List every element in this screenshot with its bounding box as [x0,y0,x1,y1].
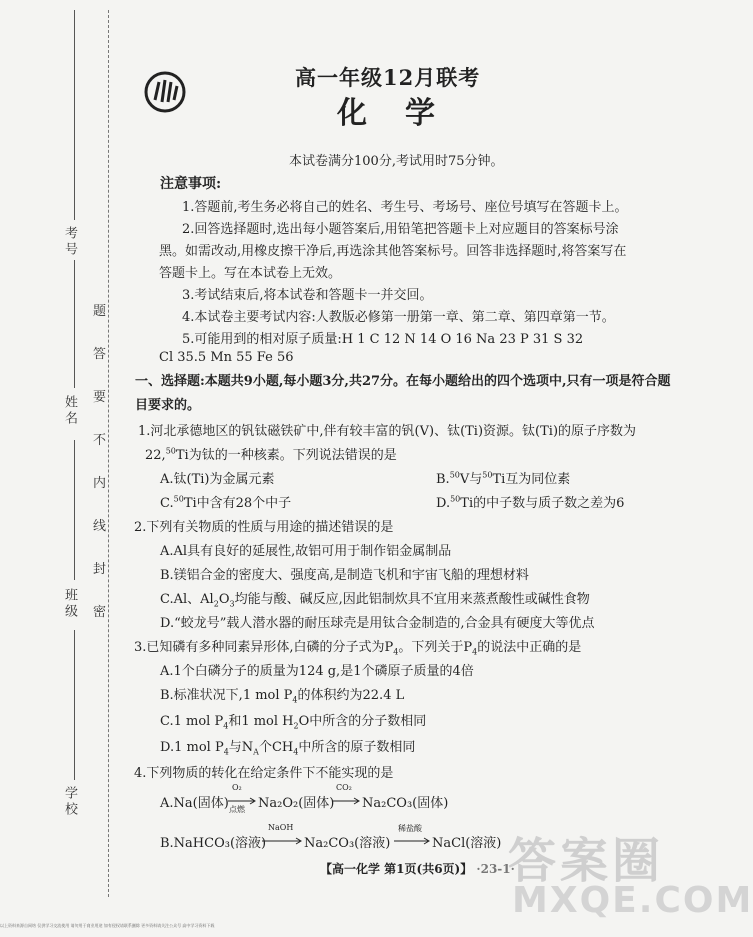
q4-a-arrow2-top: CO₂ [336,783,352,792]
q4-b-arrow1-top: NaOH [268,823,294,832]
notice-heading: 注意事项: [160,176,222,192]
notice-item-3: 3.考试结束后,将本试卷和答题卡一并交回。 [182,288,433,303]
page-footer: 【高一化学 第1页(共6页)】 ·23-1· [320,862,515,876]
subject-title: 化学 [337,96,473,131]
notice-item-5: 5.可能用到的相对原子质量:H 1 C 12 N 14 O 16 Na 23 P 31 S 32 [182,332,584,347]
exam-info: 本试卷满分100分,考试用时75分钟。 [289,154,504,169]
q4-a-mid: Na₂O₂(固体) [258,796,335,811]
watermark-url: MXQE.COM [512,880,753,921]
q4-option-a-start: A.Na(固体) [160,796,229,811]
class-line [74,440,75,580]
q4-a-arrow1-bottom: 点燃 [229,805,245,814]
notice-item-4: 4.本试卷主要考试内容:人教版必修第一册第一章、第二章、第四章第一节。 [182,310,615,325]
q4-a-arrow1-top: O₂ [232,783,242,792]
seal-char: 线 [93,519,107,534]
section-heading: 一、选择题:本题共9小题,每小题3分,共27分。在每小题给出的四个选项中,只有一项是符合题目要求的。 [135,374,671,413]
seal-char: 封 [93,562,107,577]
q4-b-arrow2-top: 稀盐酸 [398,824,422,833]
seal-char: 答 [93,347,107,362]
q4-b-mid: Na₂CO₃(溶液) [304,836,391,851]
q4-b-arrow1 [262,837,302,845]
seal-char: 要 [93,390,107,405]
exam-title: 高一年级12月联考 [295,65,481,90]
binding-dashed-line [108,10,109,897]
q2-option-d: D.“蛟龙号”载人潜水器的耐压球壳是用钛合金制造的,合金具有硬度大等优点 [160,616,595,631]
q4-b-arrow2 [394,837,430,845]
q1-stem-cont: 22,50Ti为钛的一种核素。下列说法错误的是 [145,446,397,463]
q3-stem: 3.已知磷有多种同素异形体,白磷的分子式为$P_4$。下列关于$P_4$的说法中正确的是 [134,640,582,657]
notice-item-2: 2.回答选择题时,选出每小题答案后,用铅笔把答题卡上对应题目的答案标号涂 [182,222,619,237]
q4-option-b-start: B.NaHCO₃(溶液) [160,836,267,851]
class-label: 班级 [62,588,77,620]
exam-number-line [74,10,75,220]
name-label: 姓名 [62,395,77,427]
q1-option-b: B.$^{50}$V与$^{50}$Ti互为同位素 [436,470,571,487]
q2-option-b: B.镁铝合金的密度大、强度高,是制造飞机和宇宙飞船的理想材料 [160,568,529,583]
school-label: 学校 [62,786,77,818]
notice-item-5-cont: Cl 35.5 Mn 55 Fe 56 [159,350,294,365]
q4-a-end: Na₂CO₃(固体) [362,796,449,811]
q1-option-a: A.钛(Ti)为金属元素 [160,472,275,487]
seal-char: 内 [93,476,107,491]
school-line [74,630,75,780]
school-logo-icon [143,70,187,114]
q3-option-a: A.1个白磷分子的质量为124 g,是1个磷原子质量的4倍 [160,664,474,679]
notice-item-2-cont: 答题卡上。写在本试卷上无效。 [159,266,342,281]
q4-stem: 4.下列物质的转化在给定条件下不能实现的是 [134,766,394,781]
seal-char: 题 [93,304,107,319]
q4-b-end: NaCl(溶液) [432,836,502,851]
tiny-note: 以上资料来源自网络 仅供学习交流使用 请勿用于商业用途 如有侵权请联系删除 更多资料请关注公众号 高中学习资料下载 [0,923,215,928]
name-line [74,260,75,388]
notice-item-2-cont: 黑。如需改动,用橡皮擦干净后,再选涂其他答案标号。回答非选择题时,将答案写在 [159,244,627,259]
q1-stem: 1.河北承德地区的钒钛磁铁矿中,伴有较丰富的钒(V)、钛(Ti)资源。钛(Ti)的原子序数为 [138,424,637,439]
watermark: 答案圈 [508,833,665,889]
notice-item-1: 1.答题前,考生务必将自己的姓名、考生号、考场号、座位号填写在答题卡上。 [182,200,628,215]
q2-stem: 2.下列有关物质的性质与用途的描述错误的是 [134,520,394,535]
q3-option-d: D.1 mol $P_4$与$N_A$个$CH_4$中所含的原子数相同 [160,740,416,757]
q1-option-c: C.$^{50}$Ti中含有28个中子 [160,494,292,511]
q4-a-arrow2 [332,797,360,805]
q4-a-arrow1 [228,797,256,805]
seal-char: 密 [93,605,107,620]
exam-number-label: 考号 [62,226,77,258]
q3-option-b: B.标准状况下,1 mol $P_4$的体积约为22.4 L [160,688,405,705]
q1-option-d: D.$^{50}$Ti的中子数与质子数之差为6 [436,494,625,511]
q2-option-a: A.Al具有良好的延展性,故铝可用于制作铝金属制品 [160,544,452,559]
q3-option-c: C.1 mol $P_4$和1 mol $H_2O$中所含的分子数相同 [160,714,427,731]
seal-char: 不 [93,433,107,448]
q2-option-c: C.Al、$Al_2O_3$均能与酸、碱反应,因此铝制炊具不宜用来蒸煮酸性或碱性食物 [160,592,590,609]
